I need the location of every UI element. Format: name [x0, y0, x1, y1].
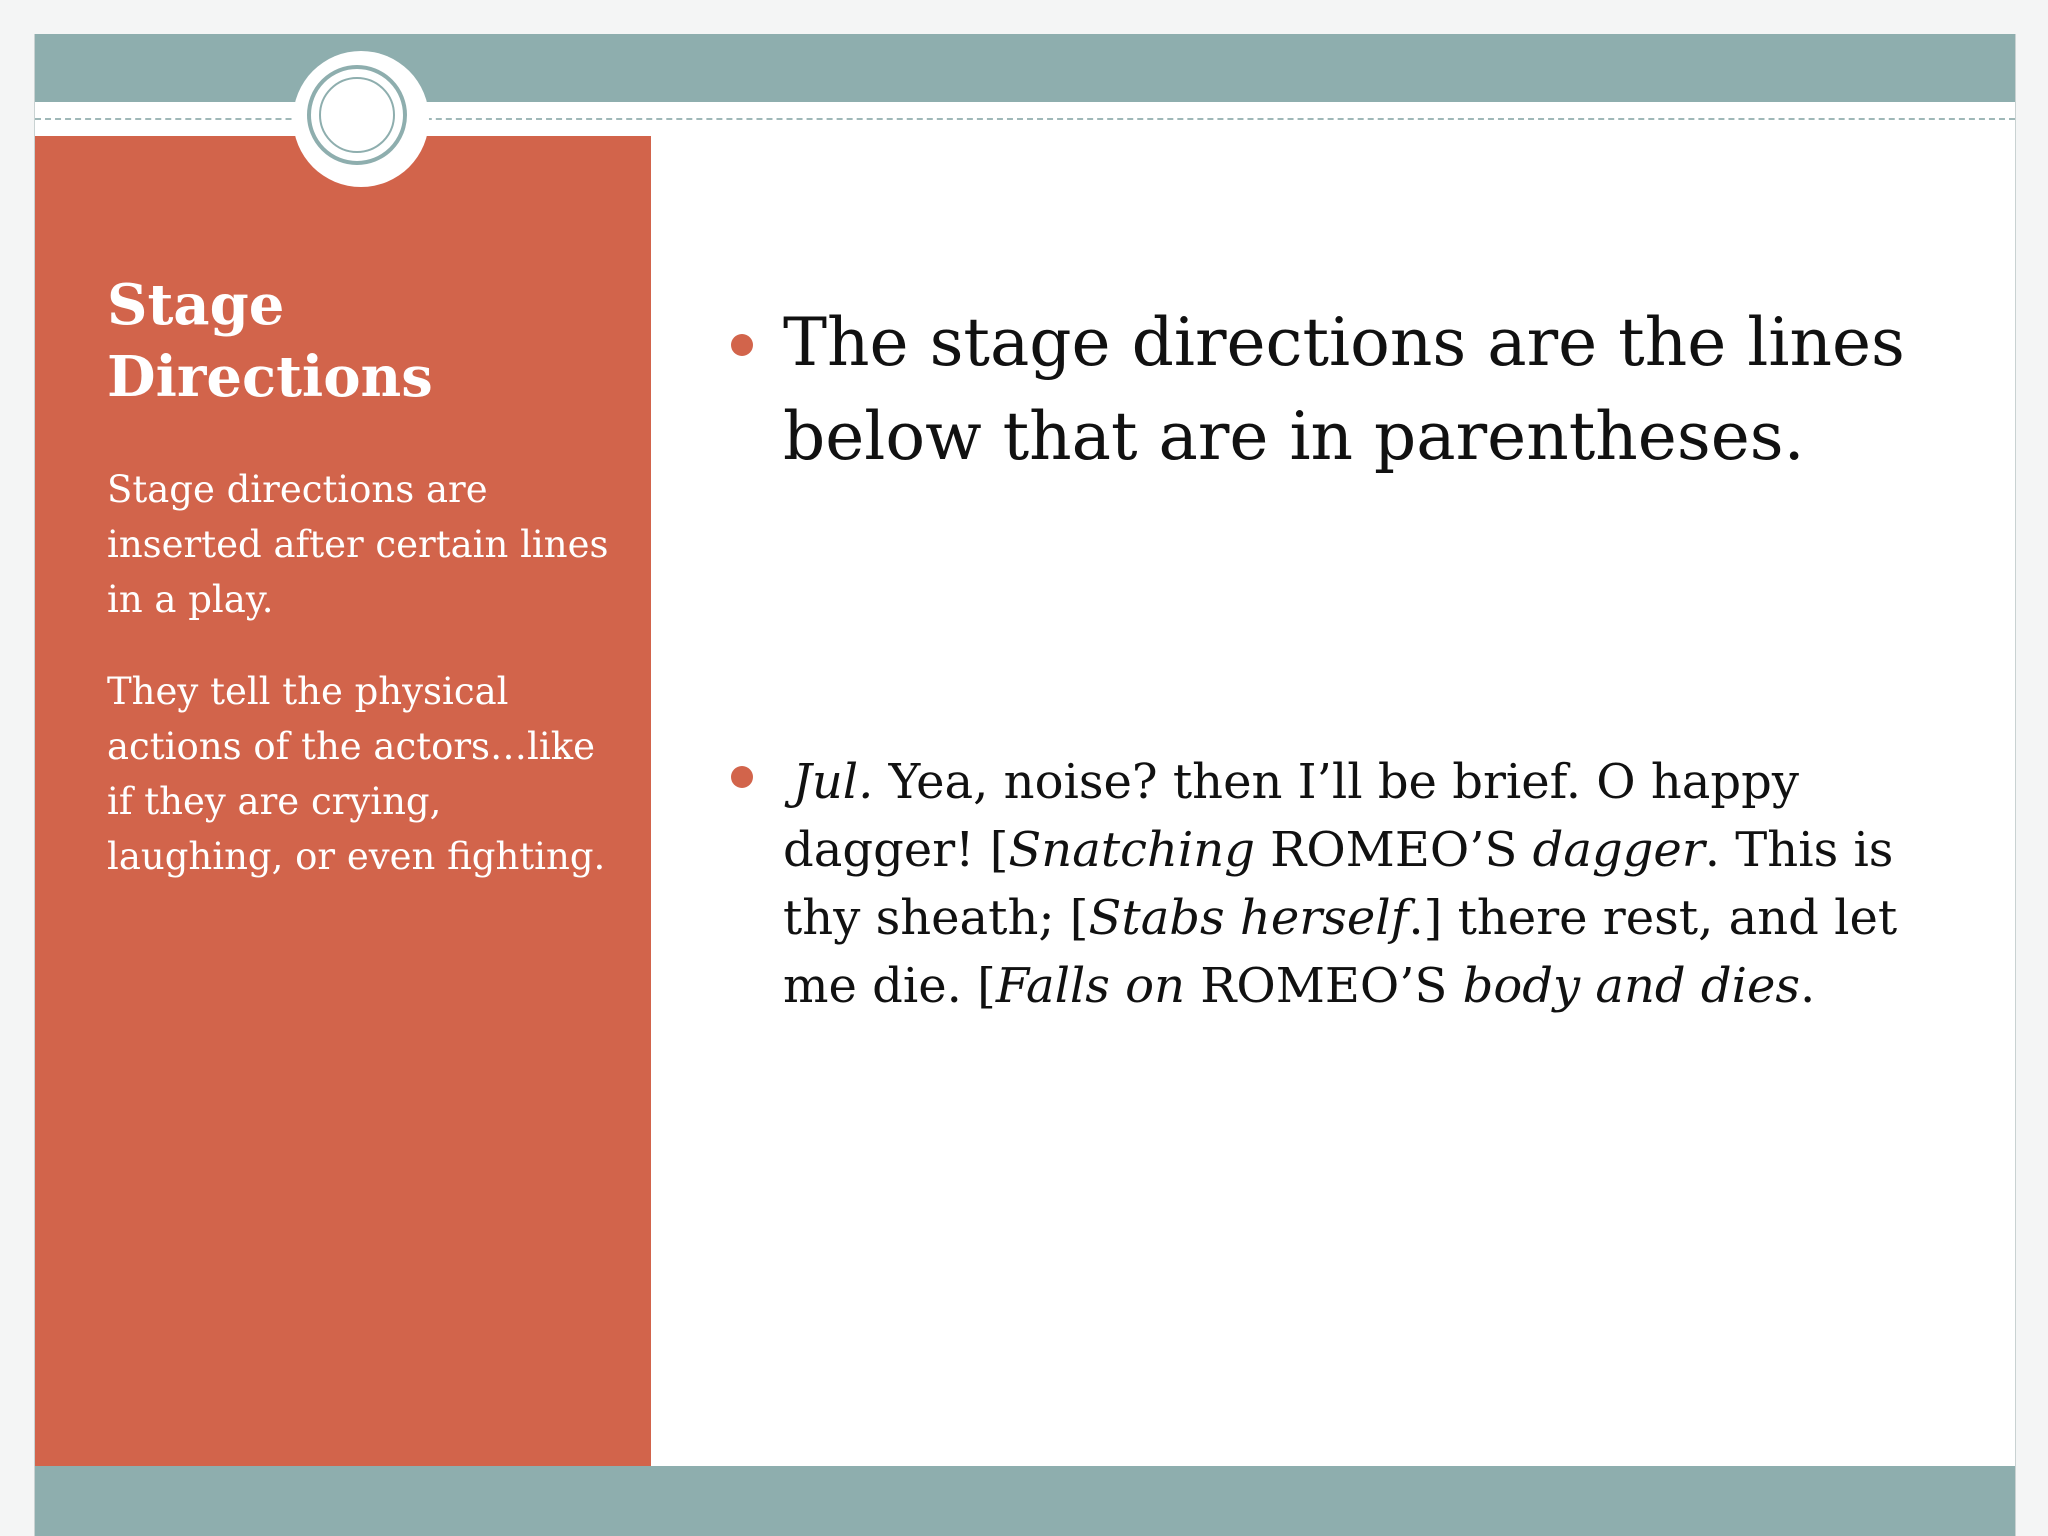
quote-segment: . This is thy sheath; [	[783, 822, 1894, 946]
stage-direction: body and dies	[1462, 958, 1801, 1014]
quote-segment: .	[1800, 958, 1816, 1014]
sidebar-paragraph-2: They tell the physical actions of the actors…like if they are crying, laughing, or even fighting.	[107, 670, 606, 878]
bullet-text-2	[783, 748, 1963, 1020]
bottom-band	[35, 1466, 2015, 1536]
quote-segment: ROMEO’S	[1184, 958, 1463, 1014]
quote-segment: .] there rest, and let me die. [	[783, 890, 1898, 1014]
sidebar-paragraph-1: Stage directions are inserted after certain lines in a play.	[107, 468, 609, 621]
stage-direction: Falls on	[995, 958, 1185, 1014]
slide	[34, 34, 2016, 1536]
bullet-dot-icon	[731, 766, 753, 788]
circle-ring	[307, 65, 407, 165]
stage-direction: Stabs herself	[1088, 890, 1409, 946]
stage-direction: Snatching	[1008, 822, 1255, 878]
circle-ornament-icon	[293, 51, 429, 187]
bullet-dot-icon	[731, 334, 753, 356]
quote-segment: ROMEO’S	[1254, 822, 1533, 878]
stage-direction: dagger	[1532, 822, 1705, 878]
bullet-text-1: The stage directions are the lines below that are in parentheses.	[783, 304, 1905, 475]
circle-ring-inner	[319, 77, 395, 153]
sidebar-title: Stage Directions	[107, 272, 433, 410]
speaker-name: Jul.	[792, 754, 874, 810]
quote-segment: Yea, noise? then I’ll be brief. O happy dagger! [	[783, 754, 1799, 878]
